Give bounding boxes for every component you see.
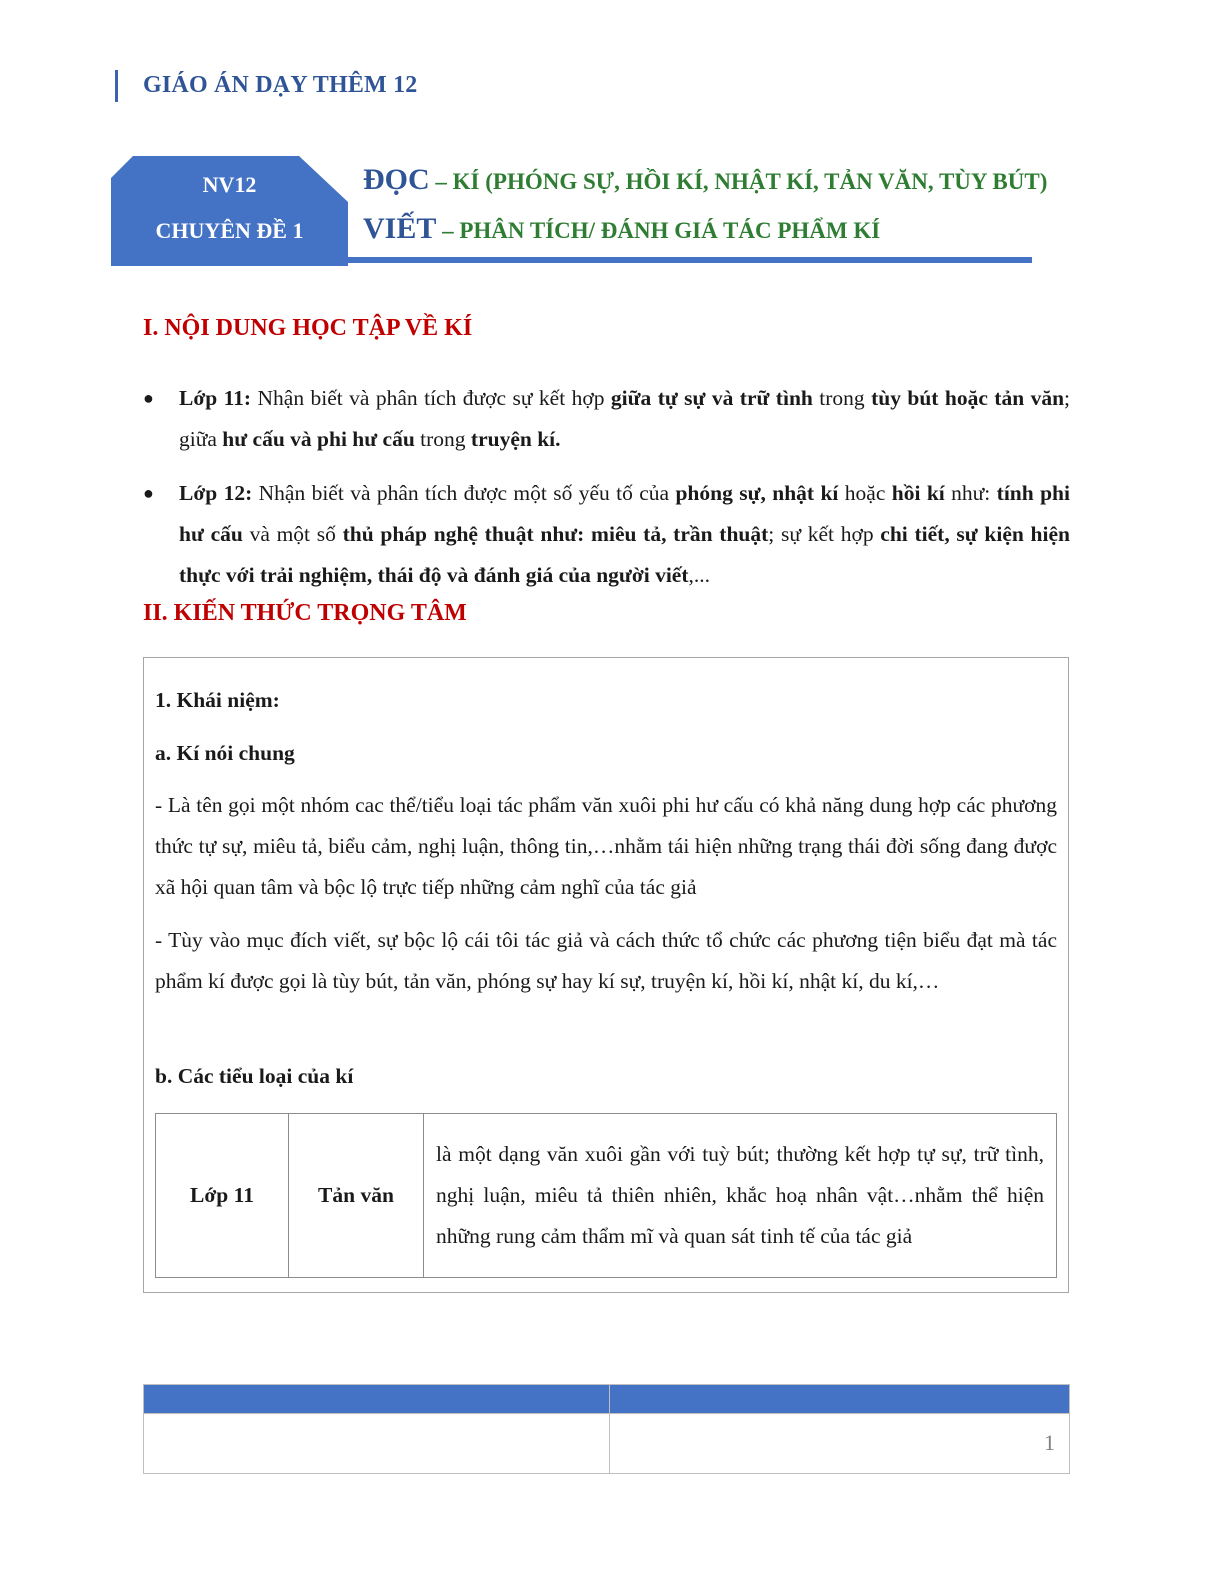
topic-writing-text: – PHÂN TÍCH/ ĐÁNH GIÁ TÁC PHẨM KÍ (436, 218, 881, 243)
bold-text-run: phóng sự, nhật kí (675, 481, 839, 505)
footer-header-cell (610, 1385, 1070, 1414)
table-cell-description: là một dạng văn xuôi gần với tuỳ bút; thường kết hợp tự sự, trữ tình, nghị luận, miêu tả thiên nhiên, khắc hoạ nhân vật…nhằm thể hiện những rung cảm thẩm mĩ và quan sát tinh tế của tác giả (424, 1114, 1057, 1278)
bullet-text (179, 378, 1070, 460)
bold-text-run: tính phi hư cấu (179, 481, 1070, 546)
bold-text-run: hư cấu và phi hư cấu (222, 427, 415, 451)
topic-reading-text: – KÍ (PHÓNG SỰ, HỒI KÍ, NHẬT KÍ, TẢN VĂN, TÙY BÚT) (429, 169, 1048, 194)
concept-heading: 1. Khái niệm: (155, 688, 280, 712)
text-run: Nhận biết và phân tích được sự kết hợp (251, 386, 611, 410)
footer-body-cell (610, 1414, 1070, 1474)
text-run: ; giữa (179, 386, 1071, 451)
subheading-subtypes: b. Các tiểu loại của kí (155, 1064, 354, 1088)
paragraph-definition: - Là tên gọi một nhóm cac thể/tiểu loại tác phẩm văn xuôi phi hư cấu có khả năng dung hợp các phương thức tự sự, miêu tả, biểu cảm, nghị luận, thông tin,…nhằm tái hiện những trạng thái đời sống đang được xã hội quan tâm và bộc lộ trực tiếp những cảm nghĩ của tác giả (155, 793, 1057, 899)
bullet-dot-icon: ● (143, 483, 154, 503)
bold-text-run: truyện kí. (470, 427, 561, 451)
footer-table (143, 1384, 1070, 1474)
bold-text-run: chi tiết, sự kiện hiện thực với trải nghiệm, thái độ và đánh giá của người viết (179, 522, 1070, 587)
banner-underline (346, 257, 1032, 263)
text-run: như: (944, 481, 997, 505)
text-run: Nhận biết và phân tích được một số yếu tố của (252, 481, 676, 505)
footer-header-cell (144, 1385, 610, 1414)
table-cell-grade: Lớp 11 (156, 1114, 289, 1278)
tab-topic-number: CHUYÊN ĐỀ 1 (155, 218, 304, 243)
topic-reading (363, 163, 1047, 197)
text-run: và một số (242, 522, 343, 546)
text-run: ; sự kết hợp (768, 522, 881, 546)
footer-body-row (144, 1414, 1070, 1474)
subheading-general: a. Kí nói chung (155, 741, 295, 765)
bullet-item (143, 378, 1070, 460)
text-run: ,... (688, 563, 711, 587)
topic-writing (363, 212, 880, 246)
bold-text-run: hồi kí (891, 481, 945, 505)
document-header-title: GIÁO ÁN DẠY THÊM 12 (143, 72, 418, 98)
footer-header-row (144, 1385, 1070, 1414)
bold-text-run: tùy bút hoặc tản văn (871, 386, 1065, 410)
bold-text-run: Lớp 11: (179, 386, 252, 410)
bold-text-run: thủ pháp nghệ thuật như: miêu tả, trần thuật (342, 522, 769, 546)
topic-writing-key: VIẾT (363, 212, 437, 245)
text-run: hoặc (838, 481, 892, 505)
bullet-dot-icon: ● (143, 388, 154, 408)
footer-body-cell (144, 1414, 610, 1474)
section-heading-1: I. NỘI DUNG HỌC TẬP VỀ KÍ (143, 315, 473, 341)
header-accent-bar (115, 70, 118, 102)
section-heading-2: II. KIẾN THỨC TRỌNG TÂM (143, 600, 467, 626)
text-run: trong (812, 386, 872, 410)
bold-text-run: giữa tự sự và trữ tình (610, 386, 813, 410)
topic-reading-key: ĐỌC (363, 163, 430, 196)
tab-code: NV12 (202, 172, 257, 197)
table-row (156, 1114, 1057, 1278)
bold-text-run: Lớp 12: (179, 481, 253, 505)
bullet-text (179, 473, 1070, 596)
subtypes-table (155, 1113, 1057, 1278)
page-number: 1 (1044, 1430, 1055, 1455)
paragraph-classification: - Tùy vào mục đích viết, sự bộc lộ cái tôi tác giả và cách thức tổ chức các phương tiện biểu đạt mà tác phẩm kí được gọi là tùy bút, tản văn, phóng sự hay kí sự, truyện kí, hồi kí, nhật kí, du kí,… (155, 928, 1057, 993)
table-cell-type: Tản văn (289, 1114, 424, 1278)
bullet-item (143, 473, 1070, 596)
text-run: trong (414, 427, 471, 451)
